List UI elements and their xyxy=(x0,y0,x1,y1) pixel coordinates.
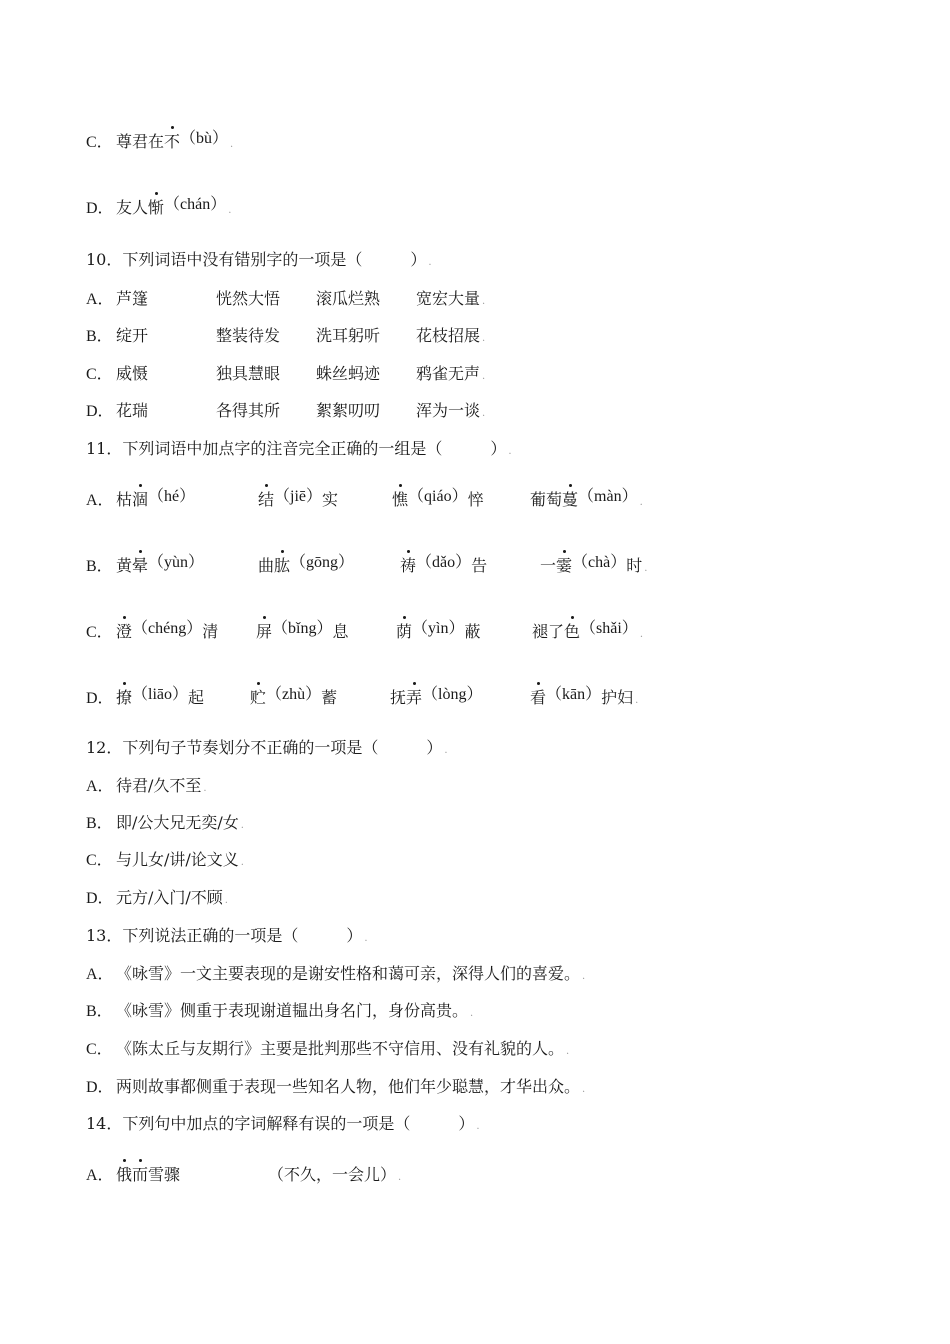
q10-option-a: A． 芦篷 恍然大悟 滚瓜烂熟 宽宏大量 . xyxy=(86,289,486,308)
q11-option-c: C． 澄（chéng）清 屏（bǐng）息 荫（yìn）蔽 褪了色（shǎi） . xyxy=(86,620,686,644)
q11-stem: 11．下列词语中加点字的注音完全正确的一组是（ ） . xyxy=(86,439,512,458)
q14-option-a: A． 俄而雪骤 （不久，一会儿） . xyxy=(86,1163,486,1187)
dotted-char: 惭 xyxy=(148,196,164,220)
q13-option-a: A． 《咏雪》一文主要表现的是谢安性格和蔼可亲，深得人们的喜爱。 . xyxy=(86,964,586,983)
pinyin: （bù） xyxy=(180,130,229,147)
option-label: D． xyxy=(86,200,114,217)
q11-option-b: B． 黄晕（yùn） 曲肱（gōng） 祷（dǎo）告 一霎（chà）时 . xyxy=(86,554,686,578)
q10-option-d: D． 花瑞 各得其所 絮絮叨叨 浑为一谈 . xyxy=(86,401,486,420)
q10-option-b: B． 绽开 整装待发 洗耳躬听 花枝招展 . xyxy=(86,326,486,345)
q14-stem: 14．下列句中加点的字词解释有误的一项是（ ） . xyxy=(86,1114,480,1133)
dotted-char: 俄 xyxy=(116,1163,132,1187)
q13-option-c: C． 《陈太丘与友期行》主要是批判那些不守信用、没有礼貌的人。 . xyxy=(86,1039,570,1058)
dotted-char: 而 xyxy=(132,1163,148,1187)
q12-stem: 12．下列句子节奏划分不正确的一项是（ ） . xyxy=(86,738,448,757)
q9-option-c: C． 尊君在不（bù） . xyxy=(86,130,233,154)
q12-option-b: B． 即/公大兄无奕/女 . xyxy=(86,813,244,832)
q11-option-a: A． 枯涸（hé） 结（jiē）实 憔（qiáo）悴 葡萄蔓（màn） . xyxy=(86,488,686,512)
q12-option-d: D． 元方/入门/不顾 . xyxy=(86,888,228,907)
gloss: （不久，一会儿） xyxy=(268,1165,397,1184)
pinyin: （chán） xyxy=(164,196,227,213)
option-label: C． xyxy=(86,134,113,151)
q13-option-d: D． 两则故事都侧重于表现一些知名人物，他们年少聪慧，才华出众。 . xyxy=(86,1077,586,1096)
q9-option-d: D． 友人惭（chán） . xyxy=(86,196,231,220)
dotted-char: 不 xyxy=(164,130,180,154)
q10-option-c: C． 威慑 独具慧眼 蛛丝蚂迹 鸦雀无声 . xyxy=(86,364,486,383)
q13-option-b: B． 《咏雪》侧重于表现谢道韫出身名门，身份高贵。 . xyxy=(86,1001,474,1020)
q11-option-d: D． 撩（liāo）起 贮（zhù）蓄 抚弄（lòng） 看（kān）护妇 . xyxy=(86,686,686,710)
q13-stem: 13．下列说法正确的一项是（ ） . xyxy=(86,926,368,945)
q10-stem: 10．下列词语中没有错别字的一项是（ ） . xyxy=(86,250,432,269)
q12-option-a: A． 待君/久不至 . xyxy=(86,776,207,795)
q12-option-c: C． 与儿女/讲/论文义 . xyxy=(86,850,244,869)
